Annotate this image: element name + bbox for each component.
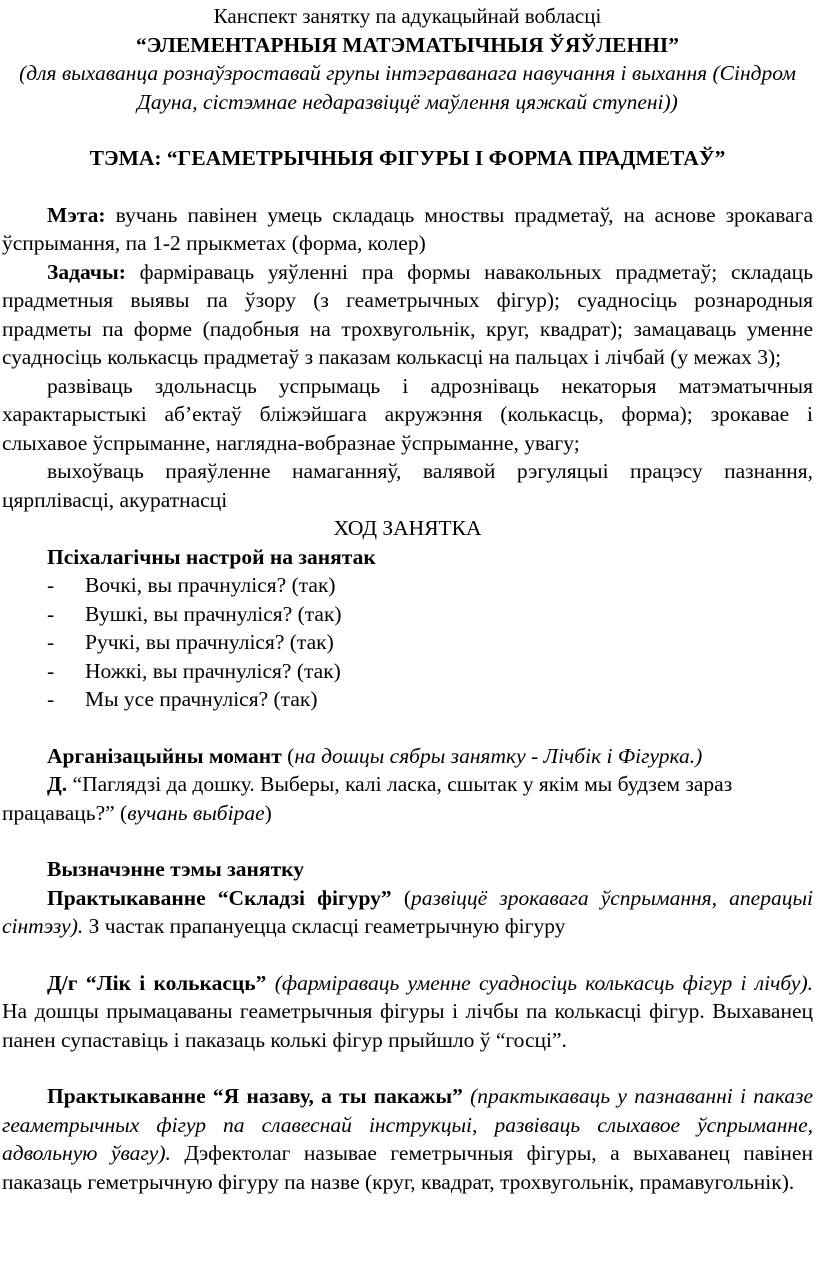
header-title: “ЭЛЕМЕНТАРНЫЯ МАТЭМАТЫЧНЫЯ ЎЯЎЛЕННІ” [135,32,680,57]
dash-marker: - [47,687,55,711]
game-note: (фарміраваць уменне суадносіць колькасць фігур і лічбу). [266,970,813,995]
spacer [2,1054,813,1082]
dash-marker: - [47,658,55,683]
dash-marker: - [47,630,55,654]
spacer [2,941,813,969]
list-item [47,685,813,714]
topic-heading: ТЭМА: “ГЕАМЕТРЫЧНЫЯ ФІГУРЫ І ФОРМА ПРАДМЕТАЎ” [89,146,726,170]
org-paragraph [2,742,813,771]
practice-1-note: развіццё зрокавага ўспрымання, аперацыі сінтэзу). [2,885,813,938]
list-item [47,657,813,686]
game-label: Д/г “Лік і колькасць” [47,970,267,995]
goal-label: Мэта: [47,202,106,227]
mood-heading: Псіхалагічны настрой на занятак [47,544,376,569]
practice-1-paren: ( [391,885,411,910]
spacer [2,173,813,201]
dialog-paragraph [2,770,813,827]
header-line-1: Канспект занятку па адукацыйнай вобласці [213,4,602,28]
dash-marker: - [47,573,55,597]
spacer [2,714,813,742]
goal-text: вучань павінен умець складаць мноствы прадметаў, на аснове зрокавага ўспрымання, па 1-2 прыкметах (форма, колер) [2,202,813,255]
game-paragraph [2,969,813,1055]
goal-paragraph [2,201,813,258]
list-item [47,600,813,629]
org-note: на дошцы сябры занятку - Лічбік і Фігурка.) [294,743,703,768]
practice-2-note: (практыкаваць у пазнаванні і паказе геаметрычных фігур па славеснай інструкцыі, развіваць слыхавое ўспрыманне, адвольную ўвагу). [2,1084,814,1165]
game-text: На дошцы прымацаваны геаметрычныя фігуры і лічбы па колькасці фігур. Выхаванец панен супаставіць і паказаць колькі фігур прыйшло ў “госці”. [2,999,813,1052]
list-item-text: Вушкі, вы прачнуліся? (так) [85,601,342,626]
dialog-text: “Паглядзі да дошку. Выберы, калі ласка, сшытак у якім мы будзем зараз працаваць?” ( [2,772,733,825]
practice-2-label: Практыкаванне “Я назаву, а ты пакажы” [47,1084,463,1108]
tasks-paragraph-1 [2,258,813,372]
list-item-text: Ручкі, вы прачнуліся? (так) [85,630,334,654]
practice-1-label: Практыкаванне “Складзі фігуру” [47,885,392,910]
list-item-text: Мы усе прачнуліся? (так) [85,687,318,711]
topic-def-heading: Вызначэнне тэмы занятку [47,857,304,881]
practice-1-text: З частак прапануецца скласці геаметрычную фігуру [83,914,566,938]
tasks-paragraph-2: развіваць здольнасць успрымаць і адрозніваць некаторыя матэматычныя характарыстыкі аб’ектаў бліжэйшага акружэння (колькасць, форма); зрокавае і слыхавое ўспрыманне, наглядна-вобразнае ўспрыманне, увагу; [2,373,813,455]
org-paren: ( [281,743,295,768]
course-heading: ХОД ЗАНЯТКА [333,516,482,540]
mood-list [2,571,813,714]
dialog-note: вучань выбірае [127,800,265,825]
dialog-label: Д. [47,772,68,796]
spacer [2,116,813,144]
list-item [47,571,813,600]
org-heading: Арганізацыйны момант [47,743,282,768]
tasks-label: Задачы: [47,259,126,284]
list-item-text: Вочкі, вы прачнуліся? (так) [85,573,336,597]
practice-2-text: Дэфектолаг называе геметрычныя фігуры, а выхаванец павінен паказаць геметрычную фігуру па назве (круг, квадрат, трохвугольнік, прамавугольнік). [2,1141,813,1194]
dash-marker: - [47,601,55,626]
practice-2-paragraph [2,1082,813,1196]
dialog-close: ) [264,800,272,825]
tasks-paragraph-3: выхоўваць праяўленне намаганняў, валявой рэгуляцыі працэсу пазнання, цярплівасці, акуратнасці [2,459,813,512]
list-item [47,628,813,657]
spacer [2,827,813,855]
list-item-text: Ножкі, вы прачнуліся? (так) [85,658,341,683]
header-subtitle: (для выхаванца рознаўзроставай групы інтэграванага навучання і выхання (Сіндром Дауна, сістэмнае недаразвіццё маўлення цяжкай ступені)) [19,61,796,114]
practice-1-paragraph [2,884,813,941]
tasks-text-1: фарміраваць уяўленні пра формы навакольных прадметаў; складаць прадметныя выявы па ўзору (з геаметрычных фігур); суадносіць рознародныя прадметы па форме (падобныя на трохвугольнік, круг, квадрат); замацаваць уменне суадносіць колькасць прадметаў з паказам колькасці на пальцах і лічбай (у межах 3); [2,259,813,369]
